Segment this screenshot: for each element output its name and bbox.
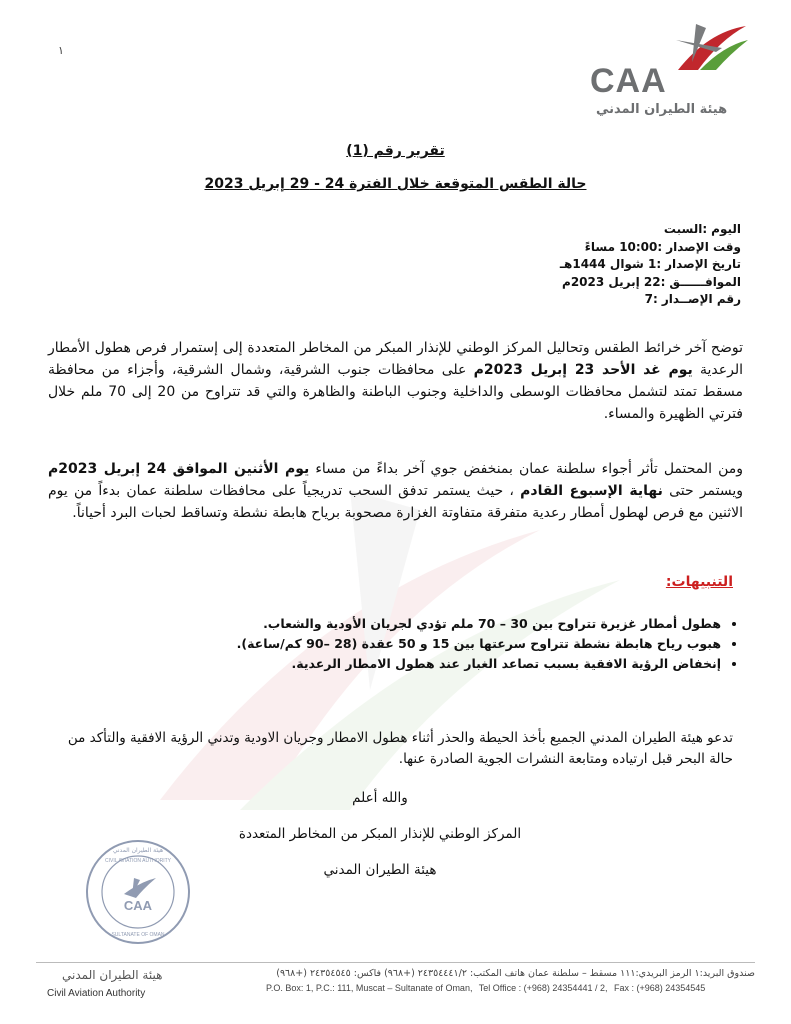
closing-advice: تدعو هيئة الطيران المدني الجميع بأخذ الحيطة والحذر أثناء هطول الامطار وجريان الاودية وتدني الرؤية الافقية والتأكد من حالة البحر قبل ارتياده ومتابعة النشرات الجوية الصادرة عنها. [67, 730, 733, 767]
warning-item: • هبوب رياح هابطة نشطة تتراوح سرعتها بين 15 و 50 عقدة (28 –90 كم/ساعة). [21, 634, 721, 654]
meta-day: اليوم:السبت [663, 222, 741, 236]
footer-english-name: Civil Aviation Authority [47, 988, 146, 999]
stamp-arabic: هيئة الطيران المدني [112, 847, 164, 854]
report-number: تقرير رقم (1) [346, 143, 445, 159]
warning-item: • هطول أمطار غزيرة تتراوح بين 30 – 70 ملم تؤدي لجريان الأودية والشعاب. [21, 614, 721, 634]
issue-info [341, 221, 741, 309]
logo-abbr: CAA [590, 62, 667, 100]
meta-issue-number: رقم الإصــدار:7 [644, 292, 741, 306]
report-title: حالة الطقس المتوقعة خلال الفترة 24 - 29 إبريل 2023 [204, 176, 587, 192]
signoff-center: المركز الوطني للإنذار المبكر من المخاطر المتعددة [238, 826, 522, 842]
forecast-paragraph-1: توضح آخر خرائط الطقس وتحاليل المركز الوطني للإنذار المبكر من المخاطر المتعددة إلى إستمرار فرص هطول الأمطار الرعدية يوم غد الأحد 23 إبريل 2023م على محافظات جنوب الشرقية، وشمال الشرقية، وأجزاء من محافظة مسقط تمتد لتشمل محافظات الوسطى والداخلية وجنوب الباطنة والظاهرة والتي قد تتراوح من 20 إلى 70 ملم خلال فترتي الظهيرة والمساء. [48, 340, 744, 422]
stamp-abbr: CAA [123, 898, 153, 913]
meta-issue-date-hijri: تاريخ الإصدار:1 شوال 1444هـ [559, 257, 741, 271]
footer-address-arabic: صندوق البريد:١ الرمز البريدي:١١١ مسقط – سلطنة عمان هاتف المكتب: ٢٤٣٥٤٤٤١/٢ (+٩٦٨) فاكس: ٢٤٣٥٤٥٤٥ (+٩٦٨) [276, 968, 755, 979]
footer-arabic-name: هيئة الطيران المدني [62, 968, 163, 982]
signoff-authority: هيئة الطيران المدني [323, 862, 437, 878]
signoff-allah-knows: والله أعلم [352, 790, 408, 806]
stamp-english: CIVIL AVIATION AUTHORITY [104, 858, 172, 864]
warning-item: • إنخفاض الرؤية الافقية بسبب تصاعد الغبار عند هطول الامطار الرعدية. [21, 654, 721, 674]
page-number: ١ [58, 44, 64, 57]
warnings-heading: التنبيهات: [665, 574, 733, 590]
footer-divider [36, 962, 755, 963]
footer-address-english: P.O. Box: 1, P.C.: 111, Muscat – Sultanate of Oman, Tel Office : (+968) 24354441 / 2, Fax : (+968) 24354545 [266, 983, 706, 993]
official-stamp [84, 838, 192, 946]
warnings-list [21, 614, 747, 674]
meta-issue-date-gregorian: الموافــــــق:22 إبريل 2023م [562, 274, 741, 289]
meta-issue-time: وقت الإصدار:10:00 مساءً [584, 239, 741, 254]
stamp-sub: SULTANATE OF OMAN [111, 932, 165, 938]
logo-arabic-name: هيئة الطيران المدني [596, 102, 728, 117]
forecast-paragraph-2: ومن المحتمل تأثر أجواء سلطنة عمان بمنخفض جوي آخر بداءً من مساء يوم الأثنين الموافق 24 إبريل 2023م ويستمر حتى نهاية الإسبوع القادم ، حيث يستمر تدفق السحب تدريجياً على محافظات سلطنة عمان بدءاً من يوم الاثنين مع فرص لهطول أمطار رعدية متفرقة متفاوتة الغزارة مصحوبة برياح هابطة نشطة وتساقط لحبات البرد أحياناً. [48, 461, 744, 521]
caa-logo [588, 22, 748, 117]
